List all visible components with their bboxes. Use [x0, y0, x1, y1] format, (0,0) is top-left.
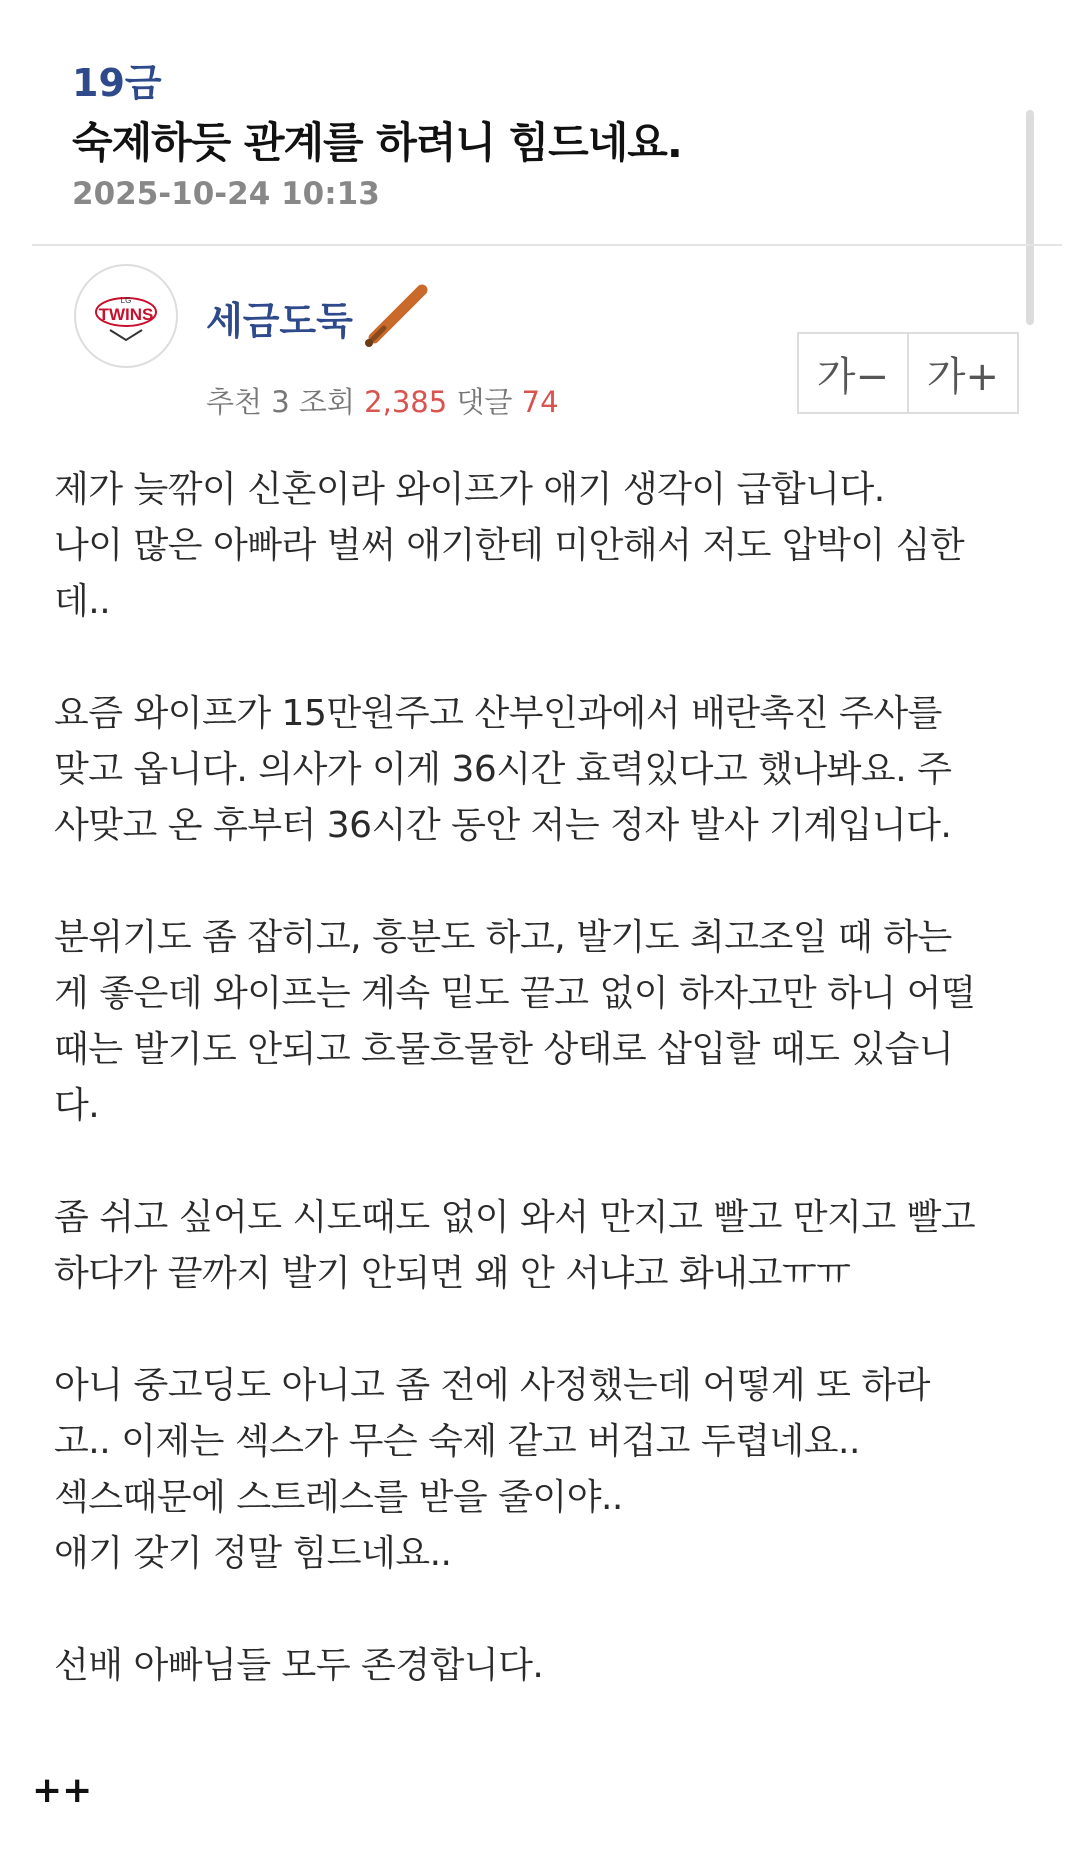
font-decrease-button[interactable]: 가− [816, 353, 890, 400]
recommend-label: 추천 [206, 385, 263, 419]
avatar-logo-top: LG [120, 296, 132, 305]
body-paragraph [54, 1638, 1044, 1694]
comments-label: 댓글 [456, 385, 513, 419]
body-line: 맞고 옵니다. 의사가 이게 36시간 효력있다고 했나봐요. 주 [54, 749, 952, 790]
post-body [54, 462, 1044, 1694]
post-title: 숙제하듯 관계를 하려니 힘드네요. [72, 118, 682, 167]
author-avatar[interactable] [74, 264, 178, 368]
footer-mark: ++ [32, 1770, 93, 1811]
body-paragraph [54, 1358, 1044, 1582]
font-increase-button[interactable]: 가+ [907, 334, 1017, 412]
body-line: 다. [54, 1085, 100, 1126]
post-date: 2025-10-24 10:13 [72, 176, 380, 212]
author-name[interactable]: 세금도둑 [206, 299, 353, 343]
post-category[interactable]: 19금 [72, 61, 162, 105]
divider [32, 244, 1062, 246]
body-line: 나이 많은 아빠라 벌써 애기한테 미안해서 저도 압박이 심한 [54, 525, 965, 566]
bat-icon [360, 280, 430, 350]
comments-count[interactable]: 74 [521, 385, 559, 419]
body-paragraph [54, 686, 1044, 854]
body-line: 하다가 끝까지 발기 안되면 왜 안 서냐고 화내고ㅠㅠ [54, 1253, 851, 1294]
avatar-logo-main: TWINS [98, 305, 154, 324]
twins-logo-icon [84, 274, 168, 358]
body-line: 좀 쉬고 싶어도 시도때도 없이 와서 만지고 빨고 만지고 빨고 [54, 1197, 976, 1238]
body-line: 요즘 와이프가 15만원주고 산부인과에서 배란촉진 주사를 [54, 693, 942, 734]
body-line: 고.. 이제는 섹스가 무슨 숙제 같고 버겁고 두렵네요.. [54, 1421, 860, 1462]
views-count: 2,385 [364, 385, 448, 419]
views-label: 조회 [298, 385, 355, 419]
font-size-controls [797, 332, 1019, 414]
body-line: 때는 발기도 안되고 흐물흐물한 상태로 삽입할 때도 있습니 [54, 1029, 954, 1070]
body-line: 게 좋은데 와이프는 계속 밑도 끝고 없이 하자고만 하니 어떨 [54, 973, 976, 1014]
body-paragraph [54, 910, 1044, 1134]
body-line: 제가 늦깎이 신혼이라 와이프가 애기 생각이 급합니다. [54, 469, 885, 510]
body-line: 아니 중고딩도 아니고 좀 전에 사정했는데 어떻게 또 하라 [54, 1365, 930, 1406]
body-line: 섹스때문에 스트레스를 받을 줄이야.. [54, 1477, 623, 1518]
body-line: 애기 갖기 정말 힘드네요.. [54, 1533, 452, 1574]
body-line: 데.. [54, 581, 111, 622]
body-paragraph [54, 1190, 1044, 1302]
body-line: 사맞고 온 후부터 36시간 동안 저는 정자 발사 기계입니다. [54, 805, 952, 846]
body-line: 선배 아빠님들 모두 존경합니다. [54, 1645, 544, 1686]
body-paragraph [54, 462, 1044, 630]
body-line: 분위기도 좀 잡히고, 흥분도 하고, 발기도 최고조일 때 하는 [54, 917, 952, 958]
post-stats [206, 380, 559, 421]
scrollbar[interactable] [1026, 110, 1034, 325]
recommend-count: 3 [271, 385, 290, 419]
